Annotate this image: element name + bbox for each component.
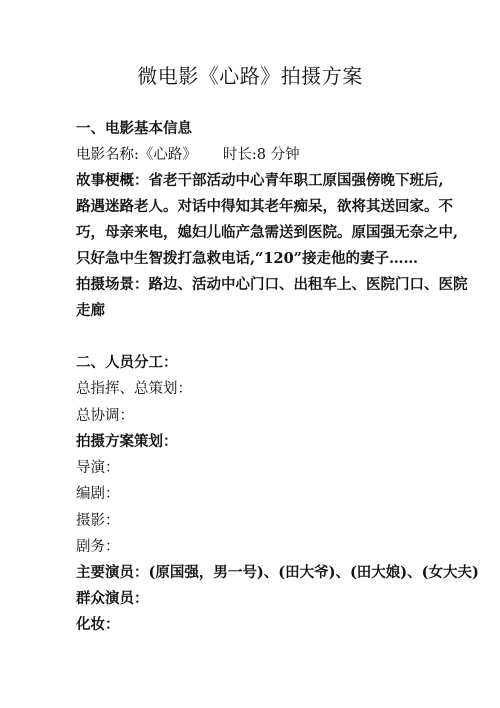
film-name: 电影名称:《心路》: [76, 147, 197, 163]
role-line: 总指挥、总策划：: [76, 381, 192, 397]
role-line: 导演：: [76, 460, 120, 476]
location-line-1: 拍摄场景：路边、活动中心门口、出租车上、医院门口、医院: [76, 276, 468, 293]
section-heading-basic-info: 一、电影基本信息: [76, 121, 192, 137]
film-duration: 时长:8 分钟: [222, 147, 300, 163]
story-line-4: 只好急中生智拨打急救电话,“120”接走他的妻子……: [76, 250, 418, 267]
role-line: 总协调：: [76, 408, 134, 424]
role-line: 化妆：: [76, 616, 120, 633]
role-line: 摄影：: [76, 513, 120, 529]
role-line: 剧务：: [76, 539, 120, 555]
film-name-duration-line: [76, 142, 436, 168]
story-line-2: 路遇迷路老人。对话中得知其老年痴呆，欲将其送回家。不: [76, 198, 453, 215]
story-line-3: 巧，母亲来电，媳妇儿临产急需送到医院。原国强无奈之中,: [76, 224, 459, 241]
role-line-main-actors: 主要演员：(原国强，男一号)、(田大爷)、(田大娘)、(女大夫): [76, 564, 479, 581]
role-line: 拍摄方案策划：: [76, 433, 178, 450]
location-line-2: 走廊: [76, 302, 105, 319]
story-line-1: 故事梗概：省老干部活动中心青年职工原国强傍晚下班后,: [76, 172, 444, 189]
role-line: 编剧：: [76, 486, 120, 502]
role-line: 群众演员：: [76, 590, 149, 607]
section-heading-staff: 二、人员分工：: [76, 355, 178, 371]
document-title: 微电影《心路》拍摄方案: [137, 64, 363, 88]
